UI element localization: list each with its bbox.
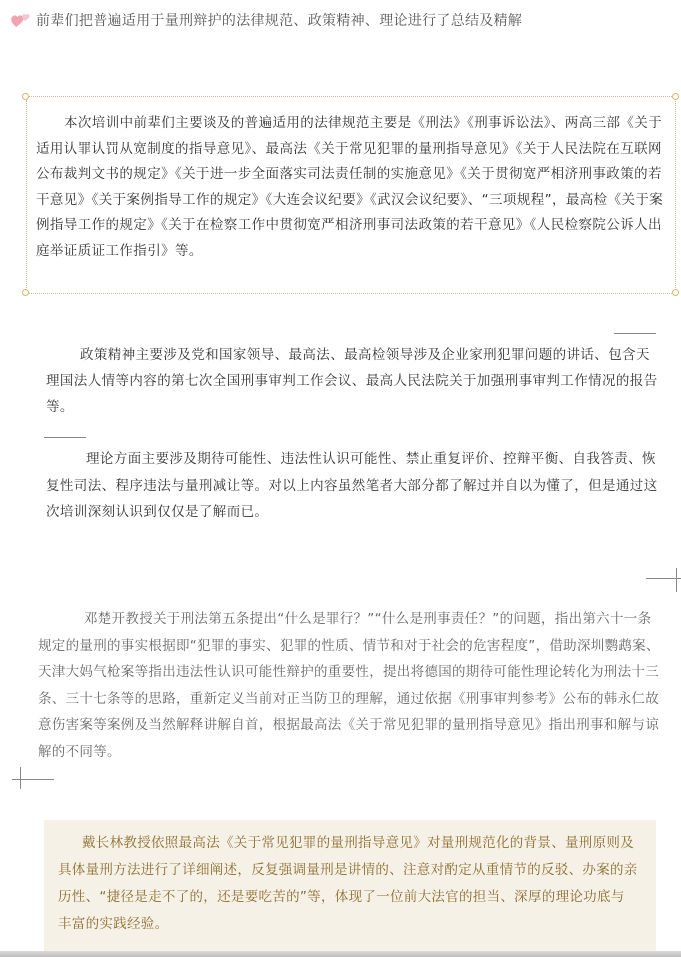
frame-corner-dot xyxy=(672,289,679,296)
section-title: 前辈们把普遍适用于量刑辩护的法律规范、政策精神、理论进行了总结及精解 xyxy=(36,13,523,29)
crop-mark-vertical xyxy=(676,568,677,592)
policy-paragraph: 政策精神主要涉及党和国家领导、最高法、最高检领导涉及企业家刑犯罪问题的讲话、包含天理国法人情等内容的第七次全国刑事审判工作会议、最高人民法院关于加强刑事审判工作情况的报告等。 xyxy=(46,347,658,415)
divider-line xyxy=(44,437,86,438)
frame-corner-dot xyxy=(672,93,679,100)
theory-paragraph: 理论方面主要涉及期待可能性、违法性认识可能性、禁止重复评价、控辩平衡、自我答责、恢复性司法、程序违法与量刑减让等。对以上内容虽然笔者大部分都了解过并自以为懂了，但是通过这次培训深刻认识到仅仅是了解而已。 xyxy=(46,451,658,520)
crop-mark-horizontal xyxy=(12,779,54,780)
bottom-bar xyxy=(0,951,681,957)
section-header xyxy=(10,8,522,32)
deng-paragraph: 邓楚开教授关于刑法第五条提出“什么是罪行？”“什么是刑事责任？”的问题，指出第六十一条规定的量刑的事实根据即“犯罪的事实、犯罪的性质、情节和对于社会的危害程度”，借助深圳鹦鹉案、天津大妈气枪案等指出违法性认识可能性辩护的重要性，提出将德国的期待可能性理论转化为刑法十三条、三十七条等的思路，重新定义当前对正当防卫的理解，通过依据《刑事审判参考》公布的韩永仁故意伤害案等案例及当然解释讲解自首，根据最高法《关于常见犯罪的量刑指导意见》指出刑事和解与谅解的不同等。 xyxy=(38,611,660,760)
frame-corner-dot xyxy=(22,289,29,296)
frame-corner-dot xyxy=(22,93,29,100)
frame-left-border xyxy=(26,100,28,290)
crop-mark-vertical xyxy=(20,767,21,789)
divider-line xyxy=(614,333,656,334)
laws-paragraph: 本次培训中前辈们主要谈及的普遍适用的法律规范主要是《刑法》《刑事诉讼法》、两高三部《关于适用认罪认罚从宽制度的指导意见》、最高法《关于常见犯罪的量刑指导意见》《关于人民法院在互联网公布裁判文书的规定》《关于进一步全面落实司法责任制的实施意见》《关于贯彻宽严相济刑事政策的若干意见》《关于案例指导工作的规定》《大连会议纪要》《武汉会议纪要》、“三项规程”，最高检《关于案例指导工作的规定》《关于在检察工作中贯彻宽严相济刑事司法政策的若干意见》《人民检察院公诉人出庭举证质证工作指引》等。 xyxy=(36,115,664,259)
dai-paragraph: 戴长林教授依照最高法《关于常见犯罪的量刑指导意见》对量刑规范化的背景、量刑原则及具体量刑方法进行了详细阐述，反复强调量刑是讲情的、注意对酌定从重情节的反驳、办案的亲历性、“捷径是走不了的，还是要吃苦的”等，体现了一位前大法官的担当、深厚的理论功底与丰富的实践经验。 xyxy=(58,835,638,932)
hearts-icon xyxy=(10,10,32,30)
